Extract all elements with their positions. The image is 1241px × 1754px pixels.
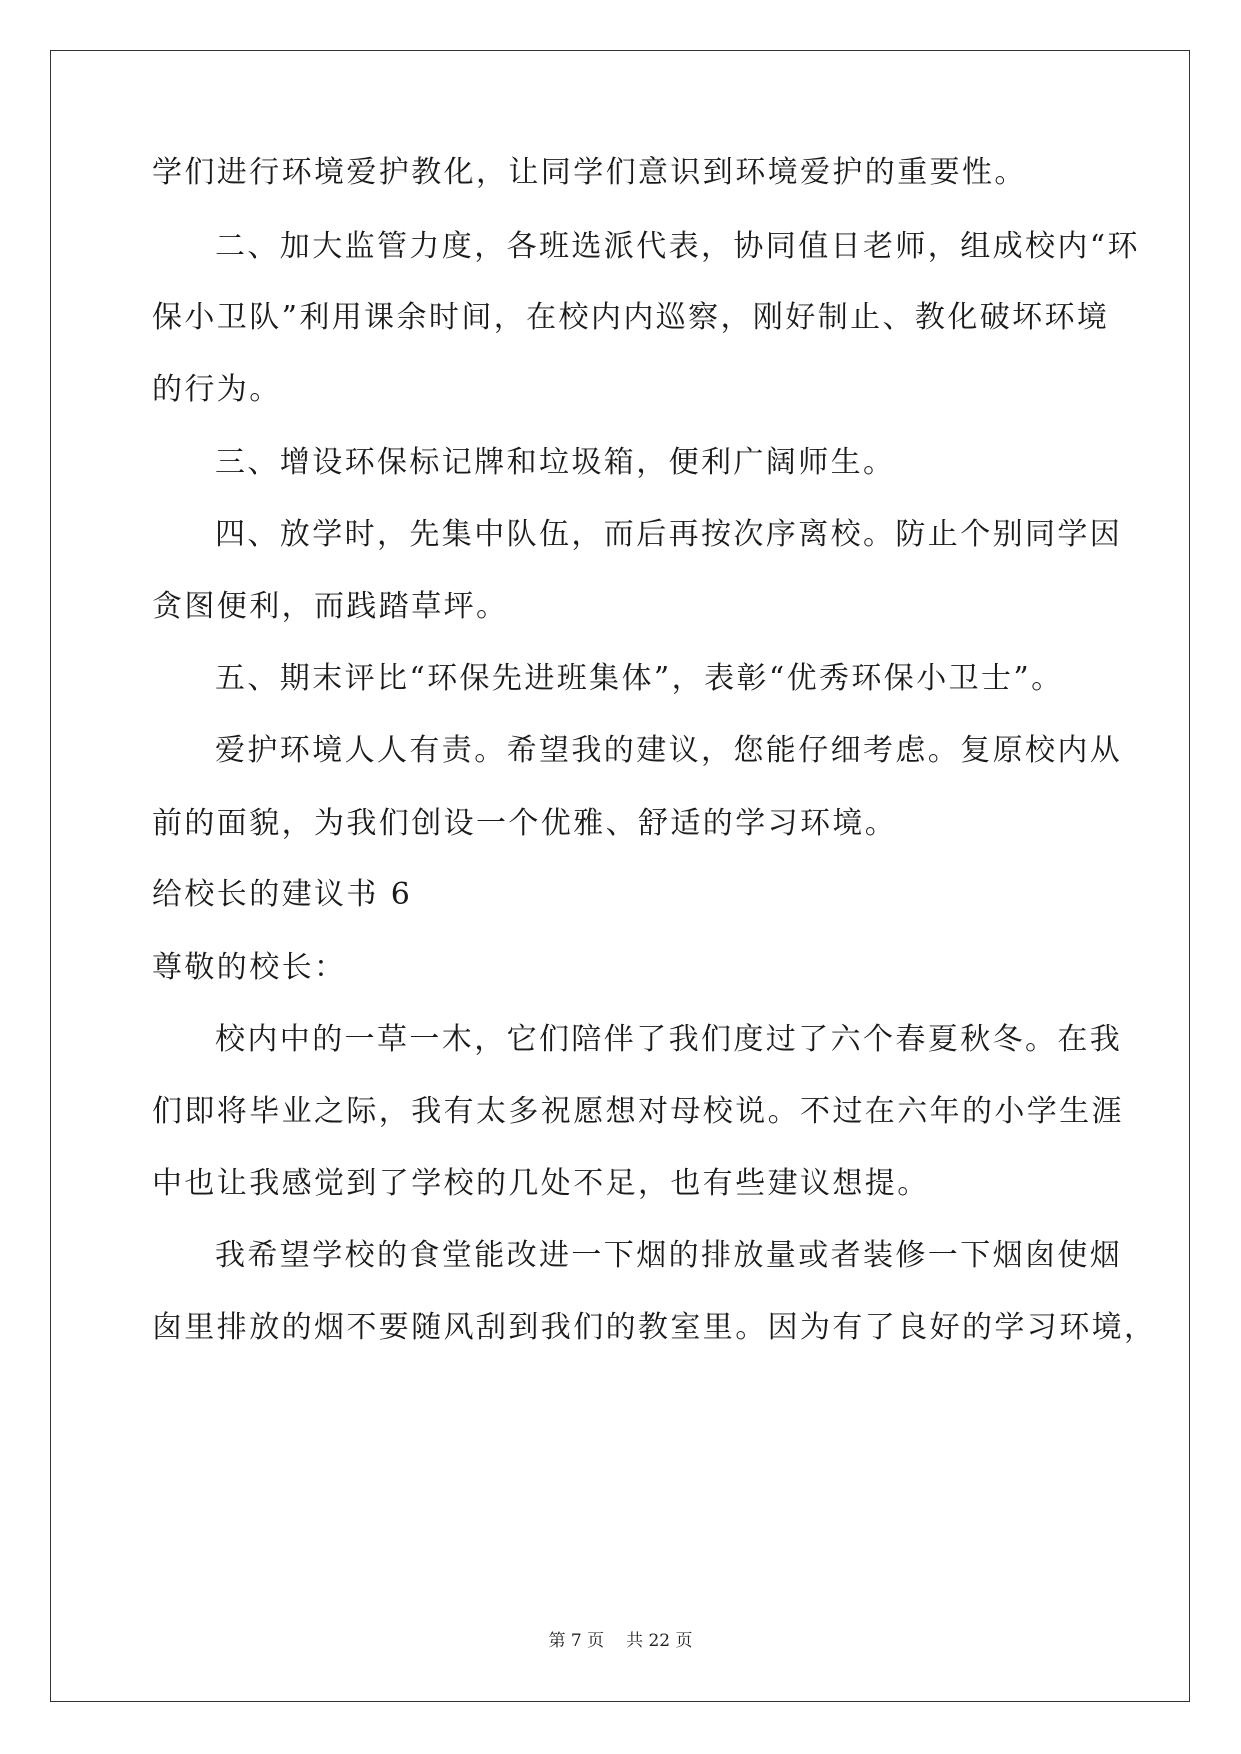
body-line: 五、期末评比“环保先进班集体”，表彰“优秀环保小卫士”。: [215, 661, 1064, 696]
body-line: 的行为。: [152, 372, 282, 407]
body-line: 校内中的一草一木，它们陪伴了我们度过了六个春夏秋冬。在我: [215, 1022, 1123, 1057]
body-line: 学们进行环境爱护教化，让同学们意识到环境爱护的重要性。: [152, 155, 1027, 190]
body-line: 前的面貌，为我们创设一个优雅、舒适的学习环境。: [152, 806, 898, 841]
body-line: 三、增设环保标记牌和垃圾箱，便利广阔师生。: [215, 445, 896, 480]
page-total: 共 22 页: [626, 1631, 693, 1651]
body-line: 们即将毕业之际，我有太多祝愿想对母校说。不过在六年的小学生涯: [152, 1094, 1124, 1129]
body-line: 我希望学校的食堂能改进一下烟的排放量或者装修一下烟囱使烟: [215, 1238, 1123, 1273]
body-line: 中也让我感觉到了学校的几处不足，也有些建议想提。: [152, 1166, 930, 1201]
body-line: 贪图便利，而践踏草坪。: [152, 589, 509, 624]
body-line: 二、加大监管力度，各班选派代表，协同值日老师，组成校内“环: [215, 229, 1140, 264]
body-line: 爱护环境人人有责。希望我的建议，您能仔细考虑。复原校内从: [215, 733, 1123, 768]
salutation: 尊敬的校长：: [152, 950, 347, 985]
page-footer: [0, 1630, 1241, 1652]
body-line: 四、放学时，先集中队伍，而后再按次序离校。防止个别同学因: [215, 517, 1123, 552]
section-heading: 给校长的建议书 6: [152, 877, 413, 912]
body-line: 囱里排放的烟不要随风刮到我们的教室里。因为有了良好的学习环境，: [152, 1310, 1157, 1345]
body-line: 保小卫队”利用课余时间，在校内内巡察，刚好制止、教化破坏环境: [152, 300, 1110, 335]
page-number: 第 7 页: [548, 1631, 605, 1651]
